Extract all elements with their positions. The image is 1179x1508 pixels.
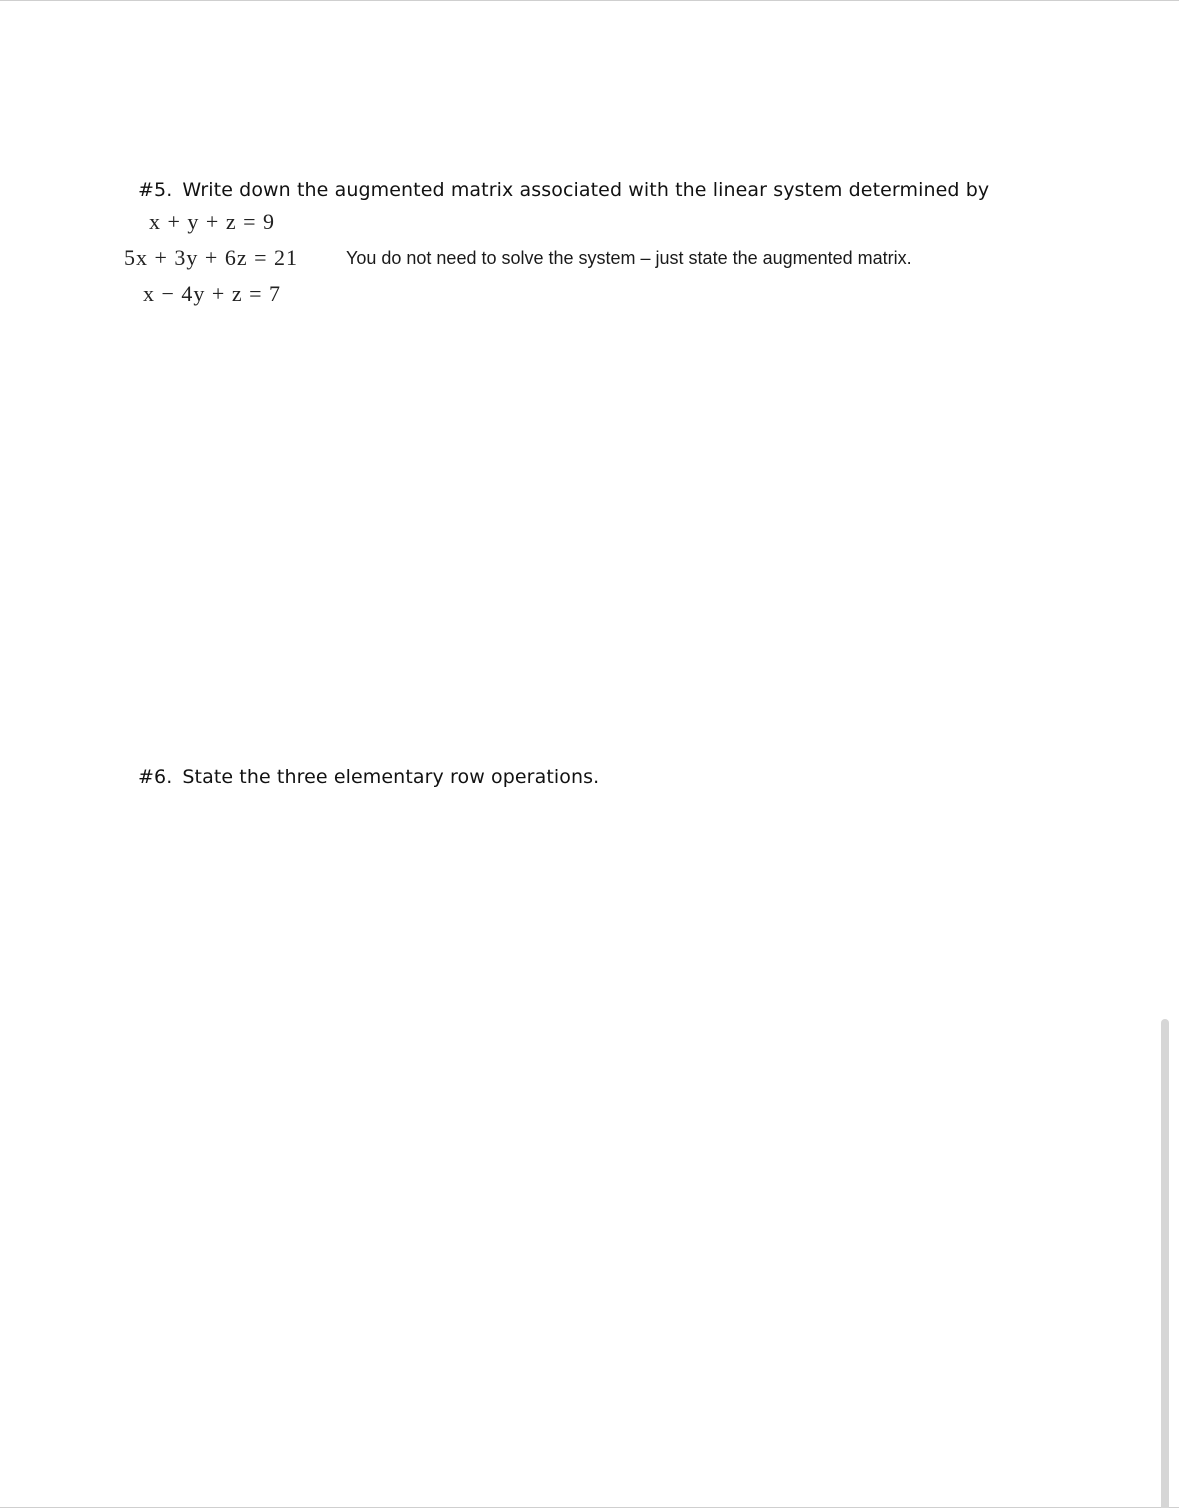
problem-6-heading — [138, 766, 599, 788]
problem-5-number: #5. — [138, 179, 173, 201]
problem-6-prompt: State the three elementary row operations. — [182, 766, 600, 788]
problem-6-number: #6. — [138, 766, 173, 788]
scrollbar-thumb[interactable] — [1161, 1019, 1169, 1508]
problem-5-prompt: Write down the augmented matrix associated with the linear system determined by — [182, 179, 990, 201]
problem-5-instruction: You do not need to solve the system – just state the augmented matrix. — [346, 248, 912, 268]
equation-3: x − 4y + z = 7 — [143, 281, 281, 306]
problem-5-heading — [138, 179, 989, 201]
equation-1: x + y + z = 9 — [149, 209, 275, 234]
equation-2: 5x + 3y + 6z = 21 — [124, 245, 298, 270]
